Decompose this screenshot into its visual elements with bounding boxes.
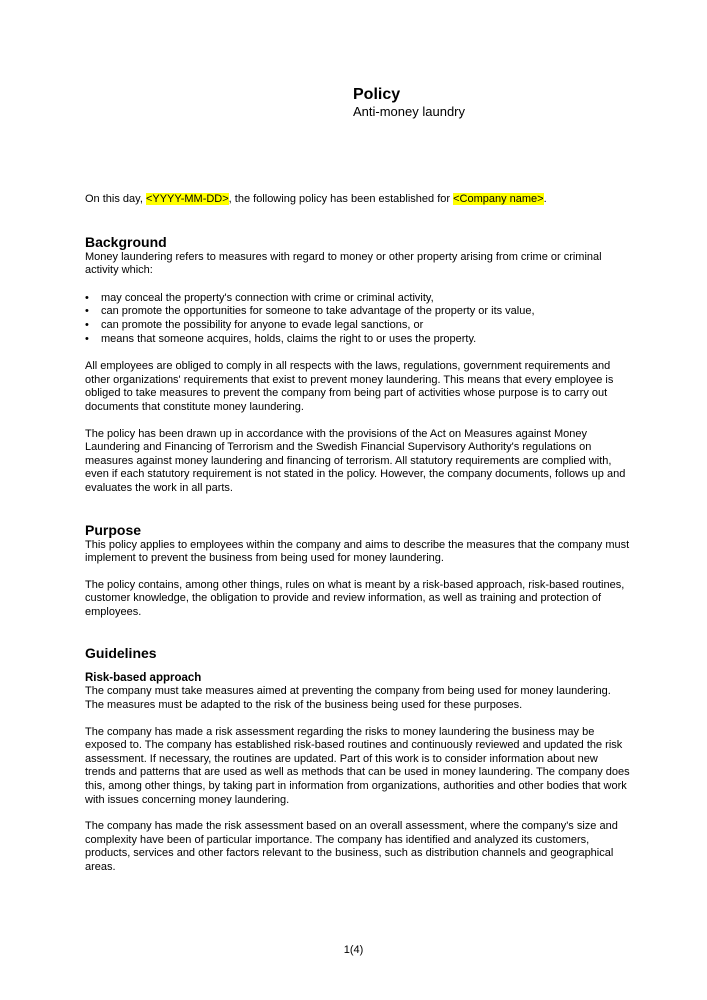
purpose-heading: Purpose [85,521,142,538]
background-bullet-list [85,292,630,346]
document-header [353,86,465,120]
guidelines-paragraph-3: The company has made the risk assessment based on an overall assessment, where the company's size and complexity have been of particular importance. The company has identified and analyzed its customers, products, services and other factors relevant to the business, such as distribution channels and geographical areas. [85,820,618,873]
background-intro: Money laundering refers to measures with regard to money or other property arising from crime or criminal activity which: [85,250,602,277]
company-name-placeholder: <Company name> [453,193,544,205]
document-body [85,193,630,875]
guidelines-heading: Guidelines [85,645,157,662]
risk-based-approach-heading: Risk-based approach [85,672,202,685]
intro-paragraph [85,193,630,207]
page-title: Policy [353,86,401,103]
intro-prefix: On this day, [85,193,146,205]
background-paragraph-1: All employees are obliged to comply in all respects with the laws, regulations, government requirements and other organizations' requirements that exist to prevent money laundering. This means that every employee is obliged to take measures to prevent the company from being part of activities whose purpose is to carry out documents that constitute money laundering. [85,360,614,413]
page-number: 1(4) [343,944,364,956]
purpose-paragraph-2: The policy contains, among other things, rules on what is meant by a risk-based approach, risk-based routines, customer knowledge, the obligation to provide and review information, as well as training and protection of employees. [85,578,625,618]
intro-middle: , the following policy has been established for [228,193,454,205]
list-item: • can promote the possibility for anyone to evade legal sanctions, or [85,319,630,333]
purpose-paragraph-1: This policy applies to employees within the company and aims to describe the measures that the company must implement to prevent the business from being used for money laundering. [85,538,630,565]
intro-suffix: . [543,193,547,205]
list-item: • may conceal the property's connection with crime or criminal activity, [85,292,630,306]
page-subtitle: Anti-money laundry [353,104,465,119]
guidelines-paragraph-2: The company has made a risk assessment regarding the risks to money laundering the business may be exposed to. The company has established risk-based routines and continuously reviewed and updated the risk assessment. If necessary, the routines are updated. Part of this work is to consider information about new trends and patterns that are used as well as methods that can be used in money laundering. The company does this, among other things, by taking part in information from organizations, authorities and other bodies that work with issues concerning money laundering. [85,725,630,806]
list-item: • means that someone acquires, holds, claims the right to or uses the property. [85,333,630,347]
background-paragraph-2: The policy has been drawn up in accordance with the provisions of the Act on Measures against Money Laundering and Financing of Terrorism and the Swedish Financial Supervisory Authority's regulations on measures against money laundering and financing of terrorism. All statutory requirements are complied with, even if each statutory requirement is not stated in the policy. However, the company documents, follows up and evaluates the work in all parts. [85,427,626,494]
list-item: • can promote the opportunities for someone to take advantage of the property or its value, [85,305,630,319]
date-placeholder: <YYYY-MM-DD> [145,193,229,205]
background-heading: Background [85,233,167,250]
guidelines-paragraph-1: The company must take measures aimed at preventing the company from being used for money laundering. The measures must be adapted to the risk of the business being used for these purposes. [85,685,611,712]
